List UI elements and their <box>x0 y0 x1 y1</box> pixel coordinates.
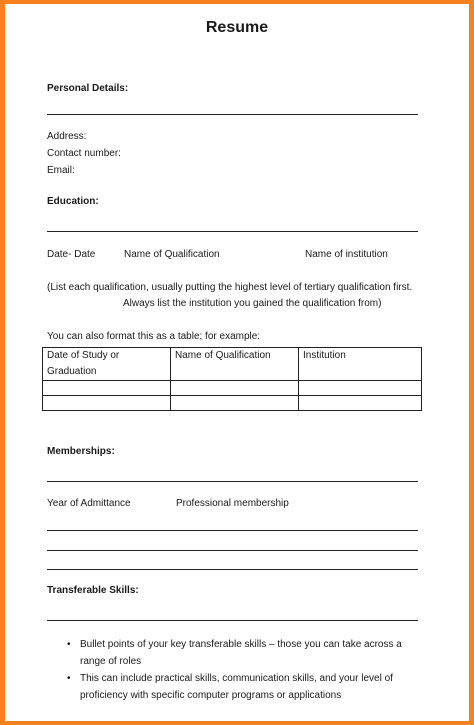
table-header-qualification: Name of Qualification <box>171 348 299 381</box>
personal-details-heading: Personal Details: <box>47 83 129 94</box>
table-header-row <box>43 348 422 381</box>
education-qualification-label: Name of Qualification <box>124 249 220 260</box>
education-rule <box>47 231 418 232</box>
table-cell <box>299 396 422 411</box>
personal-details-rule <box>47 114 418 115</box>
table-header-date: Date of Study or Graduation <box>43 348 171 381</box>
table-row <box>43 381 422 396</box>
resume-page <box>5 4 469 721</box>
memberships-entry-rule <box>47 569 418 570</box>
education-institution-label: Name of institution <box>305 249 388 260</box>
education-heading: Education: <box>47 196 99 207</box>
transferable-skills-rule <box>47 620 418 621</box>
table-cell <box>299 381 422 396</box>
table-header-institution: Institution <box>299 348 422 381</box>
skills-bullet-text: Bullet points of your key transferable skills – those you can take across a range of roles <box>80 639 402 667</box>
transferable-skills-heading: Transferable Skills: <box>47 585 139 596</box>
education-date-label: Date- Date <box>47 249 96 260</box>
contact-number-label: Contact number: <box>47 148 121 159</box>
skills-bullet-item <box>67 636 420 670</box>
table-row <box>43 396 422 411</box>
table-cell <box>43 396 171 411</box>
skills-bullet-text: This can include practical skills, communication skills, and your level of proficiency with specific computer programs or applications <box>80 673 393 701</box>
skills-bullet-item <box>67 670 420 704</box>
memberships-heading: Memberships: <box>47 446 115 457</box>
table-cell <box>171 396 299 411</box>
memberships-entry-rule <box>47 550 418 551</box>
bullet-icon: • <box>67 639 71 650</box>
education-note-line1: (List each qualification, usually putting the highest level of tertiary qualification first. <box>47 282 413 293</box>
qualification-table <box>42 347 422 411</box>
memberships-rule <box>47 481 418 482</box>
professional-membership-label: Professional membership <box>176 498 289 509</box>
table-intro-text: You can also format this as a table; for example: <box>47 331 261 342</box>
email-label: Email: <box>47 165 75 176</box>
address-label: Address: <box>47 131 87 142</box>
memberships-entry-rule <box>47 530 418 531</box>
education-note-line2: Always list the institution you gained the qualification from) <box>123 298 382 309</box>
year-of-admittance-label: Year of Admittance <box>47 498 131 509</box>
table-cell <box>43 381 171 396</box>
table-cell <box>171 381 299 396</box>
page-title: Resume <box>205 19 269 36</box>
bullet-icon: • <box>67 673 71 684</box>
